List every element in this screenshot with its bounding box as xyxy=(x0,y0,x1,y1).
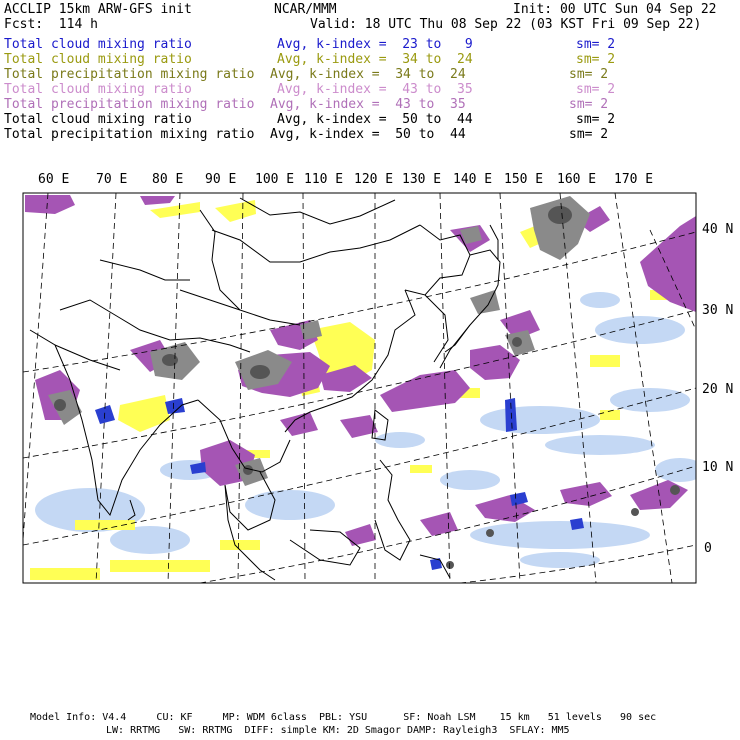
lon-label: 140 E xyxy=(453,172,493,187)
model-info-line2: LW: RRTMG SW: RRTMG DIFF: simple KM: 2D Smagor DAMP: Rayleigh3 SFLAY: MM5 xyxy=(106,725,570,736)
legend-avg: Avg, k-index = 50 to 44 xyxy=(270,127,466,142)
legend-sm: sm= 2 xyxy=(569,97,609,112)
org-label: NCAR/MMM xyxy=(274,2,337,17)
legend-avg: Avg, k-index = 23 to 9 xyxy=(277,37,473,52)
legend-avg: Avg, k-index = 50 to 44 xyxy=(277,112,473,127)
lon-label: 120 E xyxy=(354,172,394,187)
lon-label: 60 E xyxy=(38,172,70,187)
lon-label: 70 E xyxy=(96,172,128,187)
legend-field: Total cloud mixing ratio xyxy=(4,112,192,127)
legend-sm: sm= 2 xyxy=(576,82,616,97)
legend-field: Total cloud mixing ratio xyxy=(4,82,192,97)
legend-field: Total precipitation mixing ratio xyxy=(4,67,255,82)
lon-label: 160 E xyxy=(557,172,597,187)
lat-label: 40 N xyxy=(702,222,734,237)
lon-label: 100 E xyxy=(255,172,295,187)
legend-field: Total precipitation mixing ratio xyxy=(4,127,255,142)
lat-label: 10 N xyxy=(702,460,734,475)
legend-sm: sm= 2 xyxy=(569,127,609,142)
forecast-hour: Fcst: 114 h xyxy=(4,17,98,32)
lat-label: 0 xyxy=(704,541,712,556)
legend-sm: sm= 2 xyxy=(569,67,609,82)
lat-label: 30 N xyxy=(702,303,734,318)
legend-sm: sm= 2 xyxy=(576,52,616,67)
legend-avg: Avg, k-index = 34 to 24 xyxy=(277,52,473,67)
model-title: ACCLIP 15km ARW-GFS init xyxy=(4,2,192,17)
lon-label: 80 E xyxy=(152,172,184,187)
init-time: Init: 00 UTC Sun 04 Sep 22 xyxy=(513,2,717,17)
lon-label: 110 E xyxy=(304,172,344,187)
model-info-line1: Model Info: V4.4 CU: KF MP: WDM 6class PBL: YSU SF: Noah LSM 15 km 51 levels 90 sec xyxy=(30,712,657,723)
lon-label: 90 E xyxy=(205,172,237,187)
legend-field: Total cloud mixing ratio xyxy=(4,52,192,67)
lon-label: 170 E xyxy=(614,172,654,187)
valid-time: Valid: 18 UTC Thu 08 Sep 22 (03 KST Fri 09 Sep 22) xyxy=(310,17,702,32)
lat-label: 20 N xyxy=(702,382,734,397)
legend-sm: sm= 2 xyxy=(576,37,616,52)
legend-avg: Avg, k-index = 43 to 35 xyxy=(270,97,466,112)
legend-avg: Avg, k-index = 43 to 35 xyxy=(277,82,473,97)
lon-label: 150 E xyxy=(504,172,544,187)
legend-avg: Avg, k-index = 34 to 24 xyxy=(270,67,466,82)
legend-field: Total cloud mixing ratio xyxy=(4,37,192,52)
lon-label: 130 E xyxy=(402,172,442,187)
legend-sm: sm= 2 xyxy=(576,112,616,127)
legend-field: Total precipitation mixing ratio xyxy=(4,97,255,112)
